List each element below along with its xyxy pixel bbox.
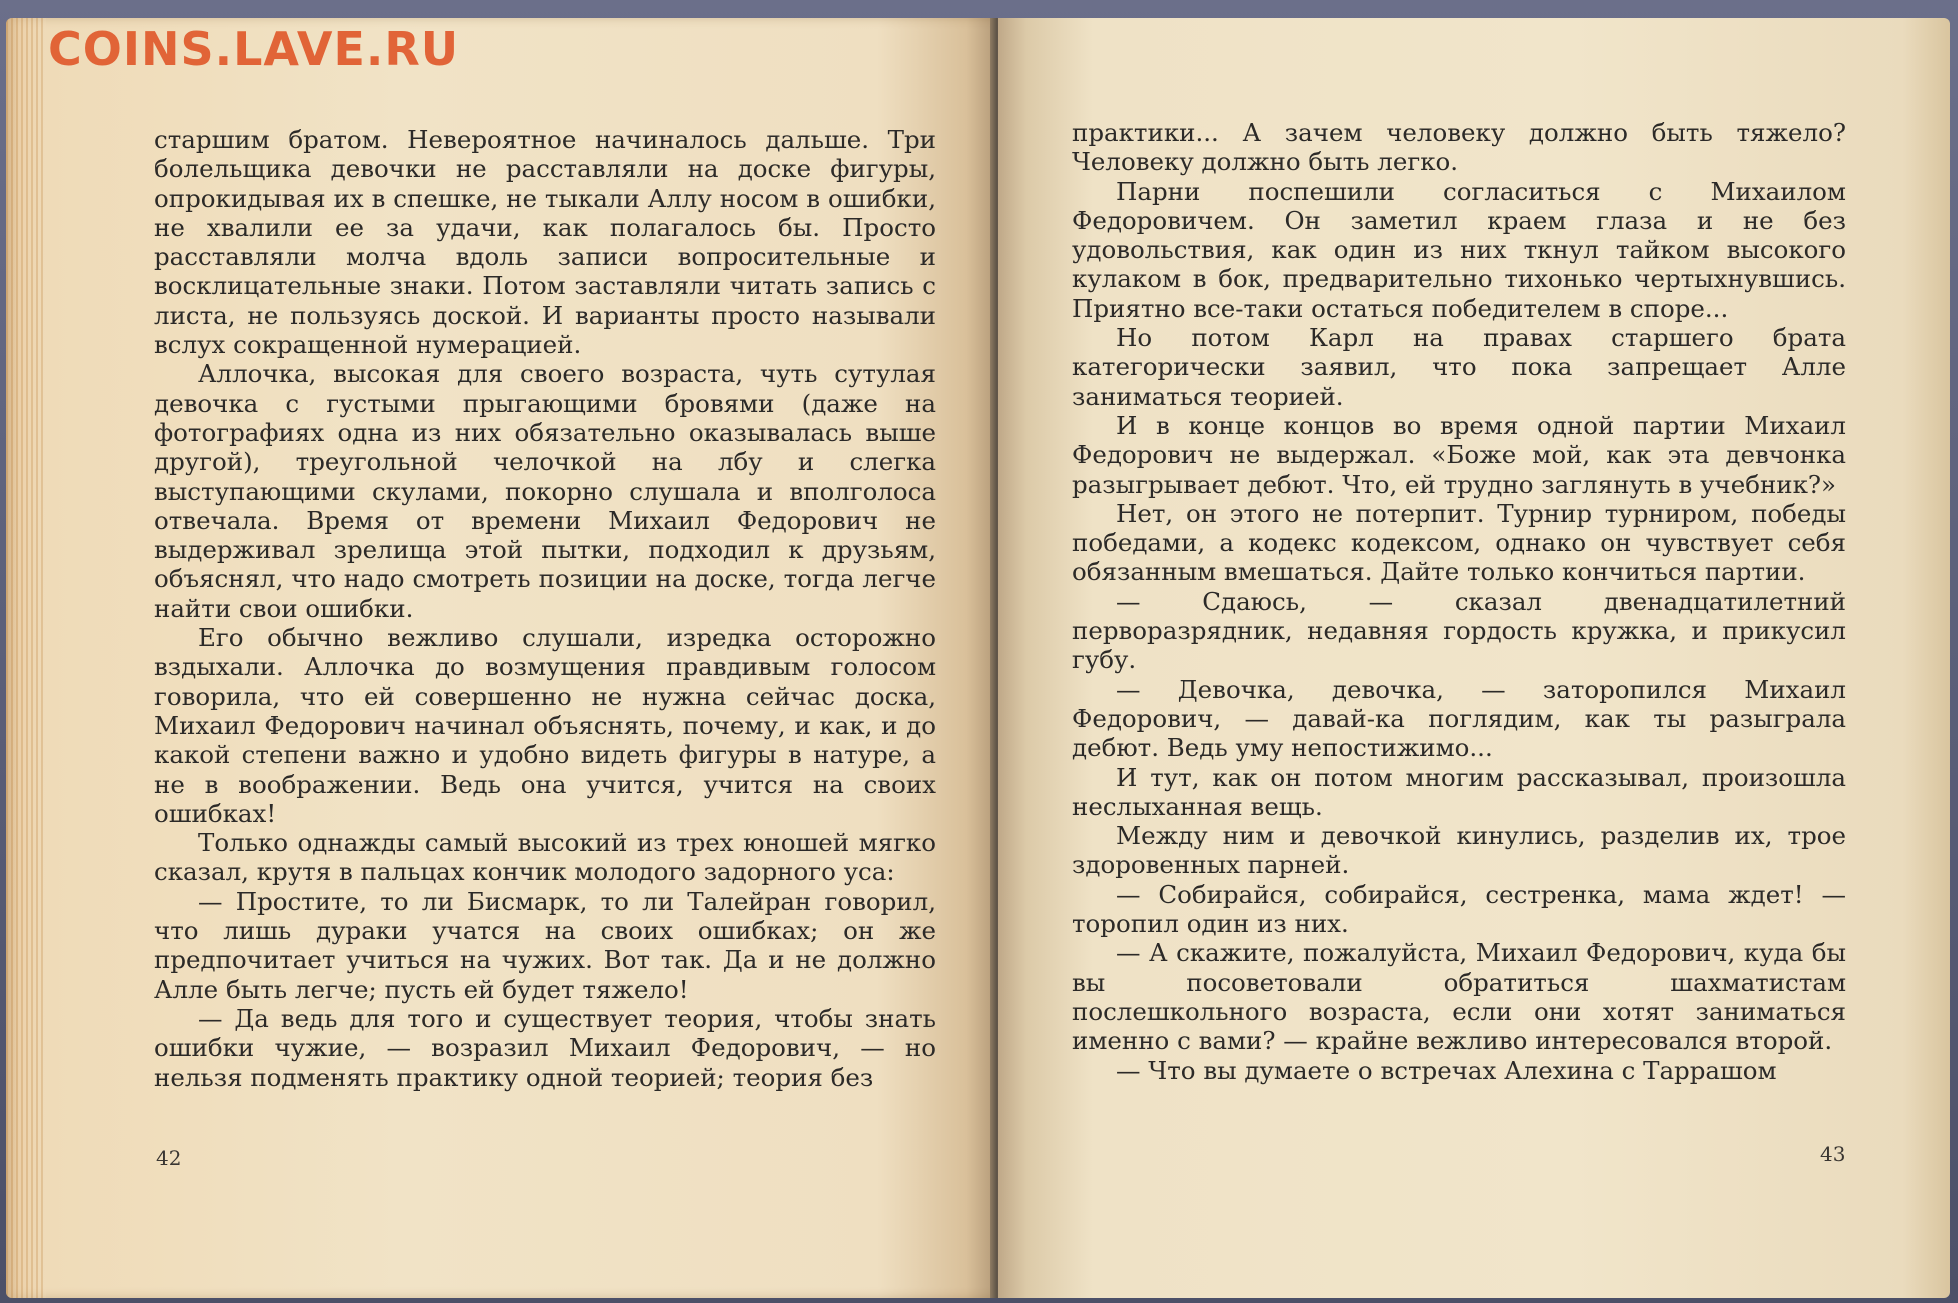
paragraph: И тут, как он потом многим рассказывал, произошла неслыханная вещь. <box>1072 762 1846 821</box>
page-number: 43 <box>1820 1142 1846 1166</box>
paragraph: Между ним и девочкой кинулись, разделив их, трое здоровенных парней. <box>1072 821 1846 880</box>
paragraph: — Девочка, девочка, — заторопился Михаил Федорович, — давай-ка поглядим, как ты разыграла дебют. Ведь уму непостижимо... <box>1072 674 1846 763</box>
paragraph: Нет, он этого не потерпит. Турнир турниром, победы победами, а кодекс кодексом, однако он чувствует себя обязанным вмешаться. Дайте только кончиться партии. <box>1072 498 1846 587</box>
paragraph: практики... А зачем человеку должно быть тяжело? Человеку должно быть легко. <box>1072 118 1846 177</box>
paragraph: — Собирайся, собирайся, сестренка, мама ждет! — торопил один из них. <box>1072 879 1846 939</box>
paragraph: старшим братом. Невероятное начиналось дальше. Три болельщика девочки не расставляли на доске фигуры, опрокидывая их в спешке, не тыкали Аллу носом в ошибки, не хвалили ее за удачи, как полагалось бы. Просто расставляли молча вдоль записи вопросительные и восклицательные знаки. Потом заставляли читать запись с листа, не пользуясь доской. И варианты просто называли вслух сокращенной нумерацией. <box>154 125 936 360</box>
left-page <box>6 18 996 1298</box>
paragraph: — Что вы думаете о встречах Алехина с Таррашом <box>1116 1055 1777 1085</box>
paragraph: И в конце концов во время одной партии Михаил Федорович не выдержал. «Боже мой, как эта девчонка разыгрывает дебют. Что, ей трудно заглянуть в учебник?» <box>1072 410 1846 499</box>
page-number: 42 <box>156 1146 182 1170</box>
watermark: COINS.LAVE.RU <box>48 22 460 76</box>
paragraph: Парни поспешили согласиться с Михаилом Федоровичем. Он заметил краем глаза и не без удовольствия, как один из них ткнул тайком высокого кулаком в бок, предварительно тихонько чертыхнувшись. Приятно все-таки остаться победителем в споре... <box>1072 176 1846 323</box>
paragraph: — Сдаюсь, — сказал двенадцатилетний перворазрядник, недавняя гордость кружка, и прикусил губу. <box>1072 586 1846 675</box>
paragraph: Только однажды самый высокий из трех юношей мягко сказал, крутя в пальцах кончик молодого задорного уса: <box>154 828 936 887</box>
paragraph: Аллочка, высокая для своего возраста, чуть сутулая девочка с густыми прыгающими бровями (даже на фотографиях одна из них обязательно оказывалась выше другой), треугольной челочкой на лбу и слегка выступающими скулами, покорно слушала и вполголоса отвечала. Время от времени Михаил Федорович не выдерживал зрелища этой пытки, подходил к друзьям, объяснял, что надо смотреть позиции на доске, тогда легче найти свои ошибки. <box>154 359 936 623</box>
right-page <box>998 18 1950 1298</box>
paragraph: — Да ведь для того и существует теория, чтобы знать ошибки чужие, — возразил Михаил Федорович, — но нельзя подменять практику одной теорией; теория без <box>154 1003 936 1092</box>
paragraph: — А скажите, пожалуйста, Михаил Федорович, куда бы вы посоветовали обратиться шахматистам послешкольного возраста, если они хотят заниматься именно с вами? — крайне вежливо интересовался второй. <box>1072 938 1846 1056</box>
right-page-text <box>1072 118 1846 1085</box>
page-edge <box>6 18 46 1298</box>
paragraph: Его обычно вежливо слушали, изредка осторожно вздыхали. Аллочка до возмущения правдивым голосом говорила, что ей совершенно не нужна сейчас доска, Михаил Федорович начинал объяснять, почему, и как, и до какой степени важно и удобно видеть фигуры в натуре, а не в воображении. Ведь она учится, учится на своих ошибках! <box>154 623 936 828</box>
left-page-text <box>154 125 936 1092</box>
paragraph: — Простите, то ли Бисмарк, то ли Талейран говорил, что лишь дураки учатся на своих ошибках; он же предпочитает учиться на чужих. Вот так. Да и не должно Алле быть легче; пусть ей будет тяжело! <box>154 886 936 1004</box>
paragraph: Но потом Карл на правах старшего брата категорически заявил, что пока запрещает Алле заниматься теорией. <box>1072 323 1846 411</box>
